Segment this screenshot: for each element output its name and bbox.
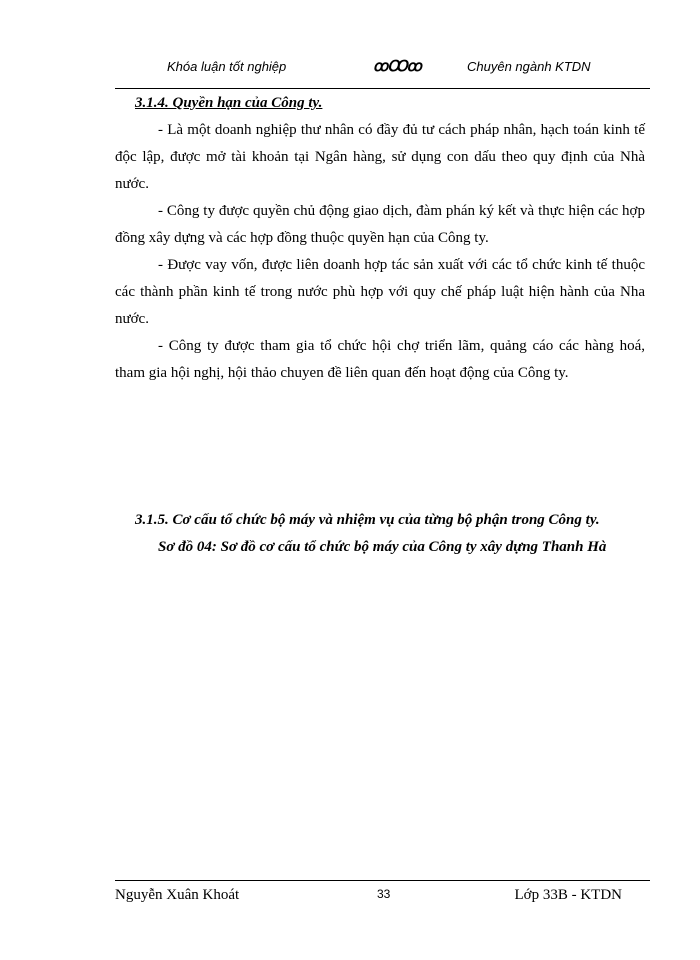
- footer-page-number: 33: [377, 887, 391, 901]
- paragraph-3: - Được vay vốn, được liên doanh hợp tác sản xuất với các tổ chức kinh tế thuộc các thành phần kinh tế trong nước phù hợp với quy chế pháp luật hiện hành của Nha nước.: [115, 257, 645, 327]
- header-thesis-label: Khóa luận tốt nghiệp: [167, 59, 287, 74]
- header-ornament-icon: ꝏꝎꝏ: [373, 59, 421, 75]
- diagram-title: Sơ đồ 04: Sơ đồ cơ cấu tổ chức bộ máy của Công ty xây dựng Thanh Hà: [158, 539, 607, 555]
- footer-class: Lớp 33B - KTDN: [514, 887, 622, 903]
- section-heading-3-1-4: 3.1.4. Quyền hạn của Công ty.: [135, 95, 323, 111]
- page-footer: [115, 880, 650, 911]
- header-major-label: Chuyên ngành KTDN: [467, 59, 591, 74]
- page-header: [115, 52, 650, 89]
- paragraph-4: - Công ty được tham gia tổ chức hội chợ triển lãm, quảng cáo các hàng hoá, tham gia hội nghị, hội thảo chuyen đề liên quan đến hoạt động của Công ty.: [115, 338, 645, 381]
- paragraph-1: - Là một doanh nghiệp thư nhân có đầy đủ tư cách pháp nhân, hạch toán kinh tế độc lập, được mở tài khoản tại Ngân hàng, sử dụng con dấu theo quy định của Nhà nước.: [115, 122, 645, 192]
- page-content: [115, 90, 645, 561]
- footer-author: Nguyễn Xuân Khoát: [115, 887, 240, 903]
- blank-space: [115, 387, 645, 507]
- section-heading-3-1-5: 3.1.5. Cơ cấu tổ chức bộ máy và nhiệm vụ của từng bộ phận trong Công ty.: [135, 512, 600, 528]
- paragraph-2: - Công ty được quyền chủ động giao dịch, đàm phán ký kết và thực hiện các hợp đồng xây dựng và các hợp đồng thuộc quyền hạn của Công ty.: [115, 203, 645, 246]
